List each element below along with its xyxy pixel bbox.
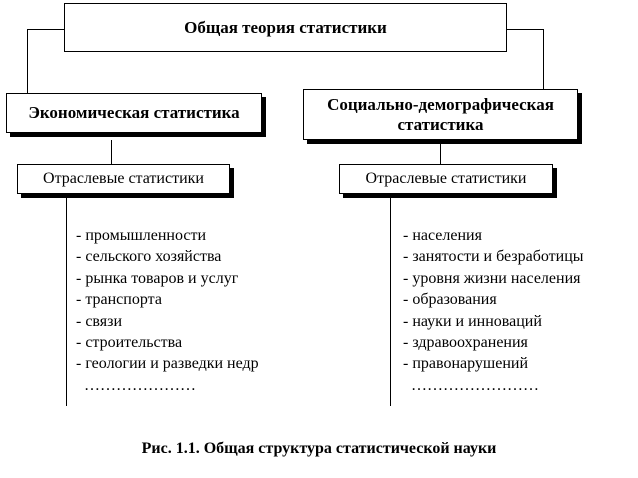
list-item: - занятости и безработицы: [403, 248, 584, 266]
socio-demographic-statistics-list: [403, 225, 584, 396]
connector-top-left-horizontal: [27, 29, 64, 30]
connector-top-right-horizontal: [507, 29, 544, 30]
connector-top-left-vertical: [27, 29, 28, 93]
general-theory-title: Общая теория статистики: [184, 17, 387, 37]
economic-statistics-title: Экономическая статистика: [28, 103, 240, 123]
list-item: - геологии и разведки недр: [76, 355, 259, 373]
right-list-bracket: [390, 194, 391, 406]
socio-demographic-title-line2: статистика: [397, 114, 484, 134]
list-item: - уровня жизни населения: [403, 269, 581, 287]
list-item: - транспорта: [76, 291, 162, 309]
list-item: - науки и инноваций: [403, 312, 542, 330]
economic-statistics-list: [76, 225, 259, 396]
left-sectoral-statistics-box: [17, 164, 230, 194]
left-list-bracket: [66, 194, 67, 406]
list-item: - образования: [403, 291, 497, 309]
connector-top-right-vertical: [543, 29, 544, 89]
list-item: - правонарушений: [403, 355, 528, 373]
socio-demographic-statistics-box: [303, 89, 578, 140]
list-item: …………………: [84, 376, 196, 394]
right-sectoral-statistics-label: Отраслевые статистики: [365, 169, 527, 187]
list-item: - населения: [403, 227, 482, 244]
list-item: - рынка товаров и услуг: [76, 269, 239, 287]
list-item: - строительства: [76, 333, 183, 351]
list-item: - здравоохранения: [403, 333, 528, 351]
list-item: - сельского хозяйства: [76, 248, 222, 266]
list-item: ……………………: [411, 376, 539, 394]
right-sectoral-statistics-box: [339, 164, 553, 194]
figure-caption: Рис. 1.1. Общая структура статистической науки: [141, 440, 497, 457]
connector-right-branch-vertical: [440, 140, 441, 164]
socio-demographic-title-line1: Социально-демографическая: [327, 94, 554, 114]
economic-statistics-box: [6, 93, 262, 133]
left-sectoral-statistics-label: Отраслевые статистики: [43, 169, 204, 187]
connector-left-branch-vertical: [111, 140, 112, 164]
general-theory-box: [64, 3, 507, 52]
list-item: - промышленности: [76, 227, 207, 244]
list-item: - связи: [76, 312, 123, 330]
